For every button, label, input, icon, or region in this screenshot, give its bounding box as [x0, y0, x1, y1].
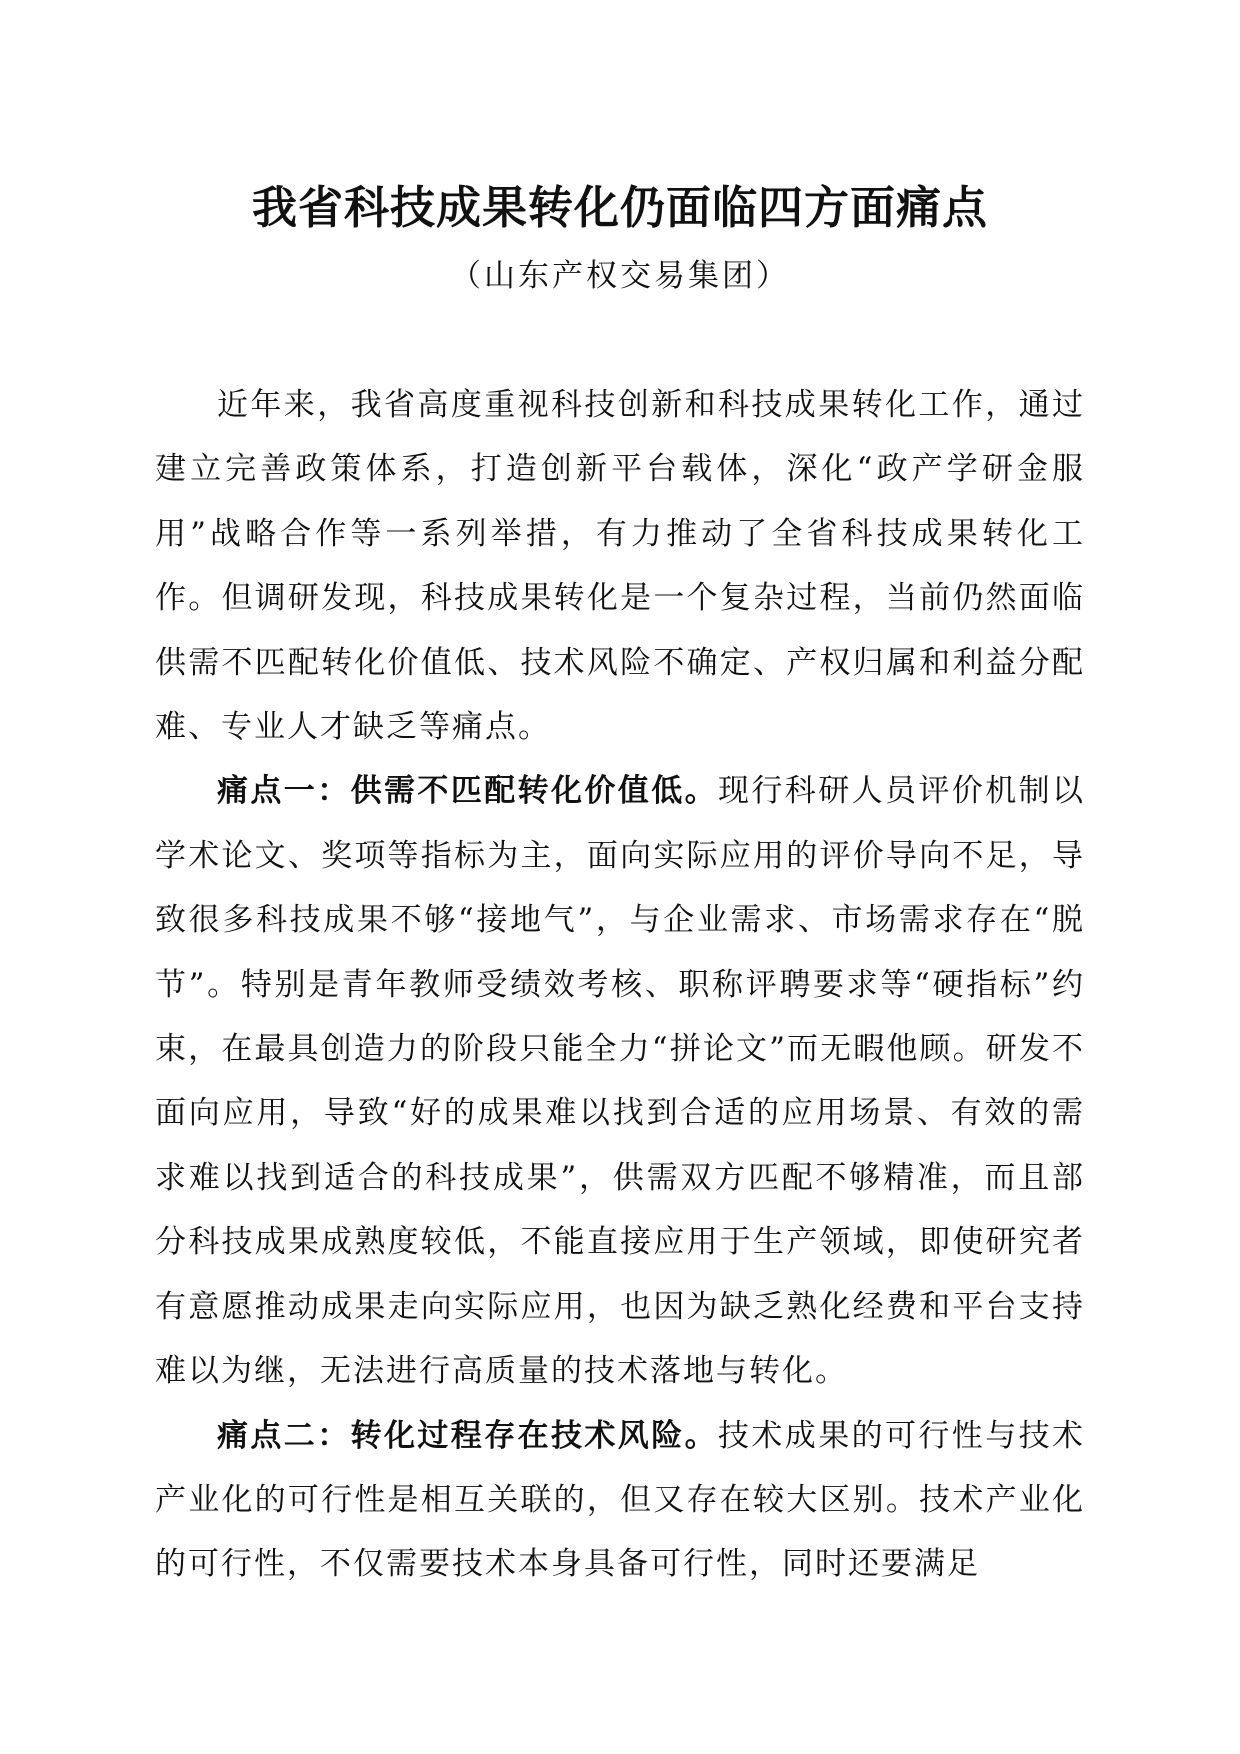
- paragraph-lead: 痛点一：供需不匹配转化价值低。: [217, 773, 718, 810]
- paragraph-pain-point-1: [155, 759, 1085, 1403]
- document-body: [155, 373, 1085, 1597]
- paragraph-text: 现行科研人员评价机制以学术论文、奖项等指标为主，面向实际应用的评价导向不足，导致很多科技成果不够“接地气”，与企业需求、市场需求存在“脱节”。特别是青年教师受绩效考核、职称评聘要求等“硬指标”约束，在最具创造力的阶段只能全力“拼论文”而无暇他顾。研发不面向应用，导致“好的成果难以找到合适的应用场景、有效的需求难以找到适合的科技成果”，供需双方匹配不够精准，而且部分科技成果成熟度较低，不能直接应用于生产领域，即使研究者有意愿推动成果走向实际应用，也因为缺乏熟化经费和平台支持难以为继，无法进行高质量的技术落地与转化。: [155, 773, 1085, 1390]
- paragraph-intro: [155, 373, 1085, 759]
- paragraph-text: 技术成果的可行性与技术产业化的可行性是相互关联的，但又存在较大区别。技术产业化的可行性，不仅需要技术本身具备可行性，同时还要满足: [155, 1417, 1085, 1583]
- paragraph-lead: 痛点二：转化过程存在技术风险。: [217, 1417, 718, 1454]
- paragraph-pain-point-2: [155, 1404, 1085, 1597]
- document-subtitle: （山东产权交易集团）: [450, 258, 790, 294]
- document-title: 我省科技成果转化仍面临四方面痛点: [251, 181, 988, 234]
- paragraph-text: 近年来，我省高度重视科技创新和科技成果转化工作，通过建立完善政策体系，打造创新平台载体，深化“政产学研金服用”战略合作等一系列举措，有力推动了全省科技成果转化工作。但调研发现，科技成果转化是一个复杂过程，当前仍然面临供需不匹配转化价值低、技术风险不确定、产权归属和利益分配难、专业人才缺乏等痛点。: [155, 387, 1085, 746]
